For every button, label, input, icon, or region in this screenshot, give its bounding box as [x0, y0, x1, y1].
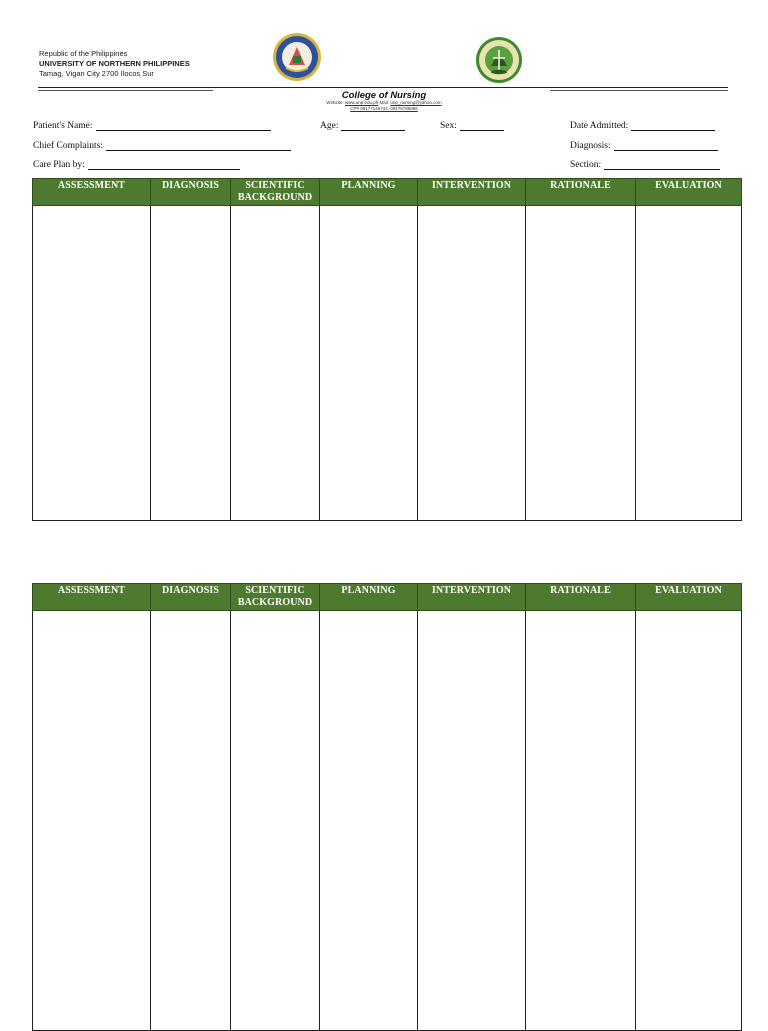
- cell-assessment[interactable]: [33, 611, 151, 1031]
- cell-intervention[interactable]: [418, 206, 526, 521]
- cell-intervention[interactable]: [418, 611, 526, 1031]
- cell-evaluation[interactable]: [636, 611, 742, 1031]
- cell-assessment[interactable]: [33, 206, 151, 521]
- table-header-row: [33, 179, 742, 206]
- cell-rationale[interactable]: [526, 611, 636, 1031]
- header-evaluation: EVALUATION: [636, 179, 742, 206]
- diagnosis-field[interactable]: Diagnosis:: [570, 141, 718, 151]
- cell-scientific-background[interactable]: [231, 611, 320, 1031]
- letterhead-university: UNIVERSITY OF NORTHERN PHILIPPINES: [39, 59, 190, 68]
- cell-evaluation[interactable]: [636, 206, 742, 521]
- header-rationale: RATIONALE: [526, 179, 636, 206]
- chief-complaints-field[interactable]: Chief Complaints:: [33, 141, 291, 151]
- table-header-row: [33, 584, 742, 611]
- header-assessment: ASSESSMENT: [33, 584, 151, 611]
- letterhead-republic: Republic of the Philippines: [39, 49, 128, 58]
- header-intervention: INTERVENTION: [418, 584, 526, 611]
- header-intervention: INTERVENTION: [418, 179, 526, 206]
- college-seal-icon: [475, 36, 523, 84]
- university-seal-icon: [272, 32, 322, 82]
- sex-field[interactable]: Sex:: [440, 121, 504, 131]
- cell-planning[interactable]: [320, 206, 418, 521]
- cell-diagnosis[interactable]: [151, 206, 231, 521]
- header-planning: PLANNING: [320, 584, 418, 611]
- table-row: [33, 611, 742, 1031]
- header-evaluation: EVALUATION: [636, 584, 742, 611]
- cell-diagnosis[interactable]: [151, 611, 231, 1031]
- college-contact-phone: CP# 09177146744, 09175786886: [350, 106, 418, 111]
- care-plan-by-field[interactable]: Care Plan by:: [33, 160, 240, 170]
- care-plan-table-1: [32, 178, 742, 521]
- care-plan-table-2: [32, 583, 742, 1031]
- header-diagnosis: DIAGNOSIS: [151, 179, 231, 206]
- header-assessment: ASSESSMENT: [33, 179, 151, 206]
- table-row: [33, 206, 742, 521]
- email-link[interactable]: unp_nursing@yahoo.com: [390, 100, 442, 105]
- header-scientific-background: SCIENTIFIC BACKGROUND: [231, 584, 320, 611]
- college-title: College of Nursing: [341, 90, 427, 101]
- cell-planning[interactable]: [320, 611, 418, 1031]
- header-diagnosis: DIAGNOSIS: [151, 584, 231, 611]
- age-field[interactable]: Age:: [320, 121, 405, 131]
- section-field[interactable]: Section:: [570, 160, 720, 170]
- header-planning: PLANNING: [320, 179, 418, 206]
- letterhead-text: [39, 49, 190, 79]
- website-link[interactable]: www.unp.edu.ph: [345, 100, 379, 105]
- cell-rationale[interactable]: [526, 206, 636, 521]
- letterhead-address: Tamag, Vigan City 2700 Ilocos Sur: [39, 69, 154, 78]
- cell-scientific-background[interactable]: [231, 206, 320, 521]
- patient-name-field[interactable]: Patient's Name:: [33, 121, 271, 131]
- header-rule: [38, 87, 728, 88]
- date-admitted-field[interactable]: Date Admitted:: [570, 121, 715, 131]
- college-contact-web: Website: www.unp.edu.ph Mail: unp_nursing@yahoo.com: [326, 100, 442, 105]
- header-scientific-background: SCIENTIFIC BACKGROUND: [231, 179, 320, 206]
- header-rationale: RATIONALE: [526, 584, 636, 611]
